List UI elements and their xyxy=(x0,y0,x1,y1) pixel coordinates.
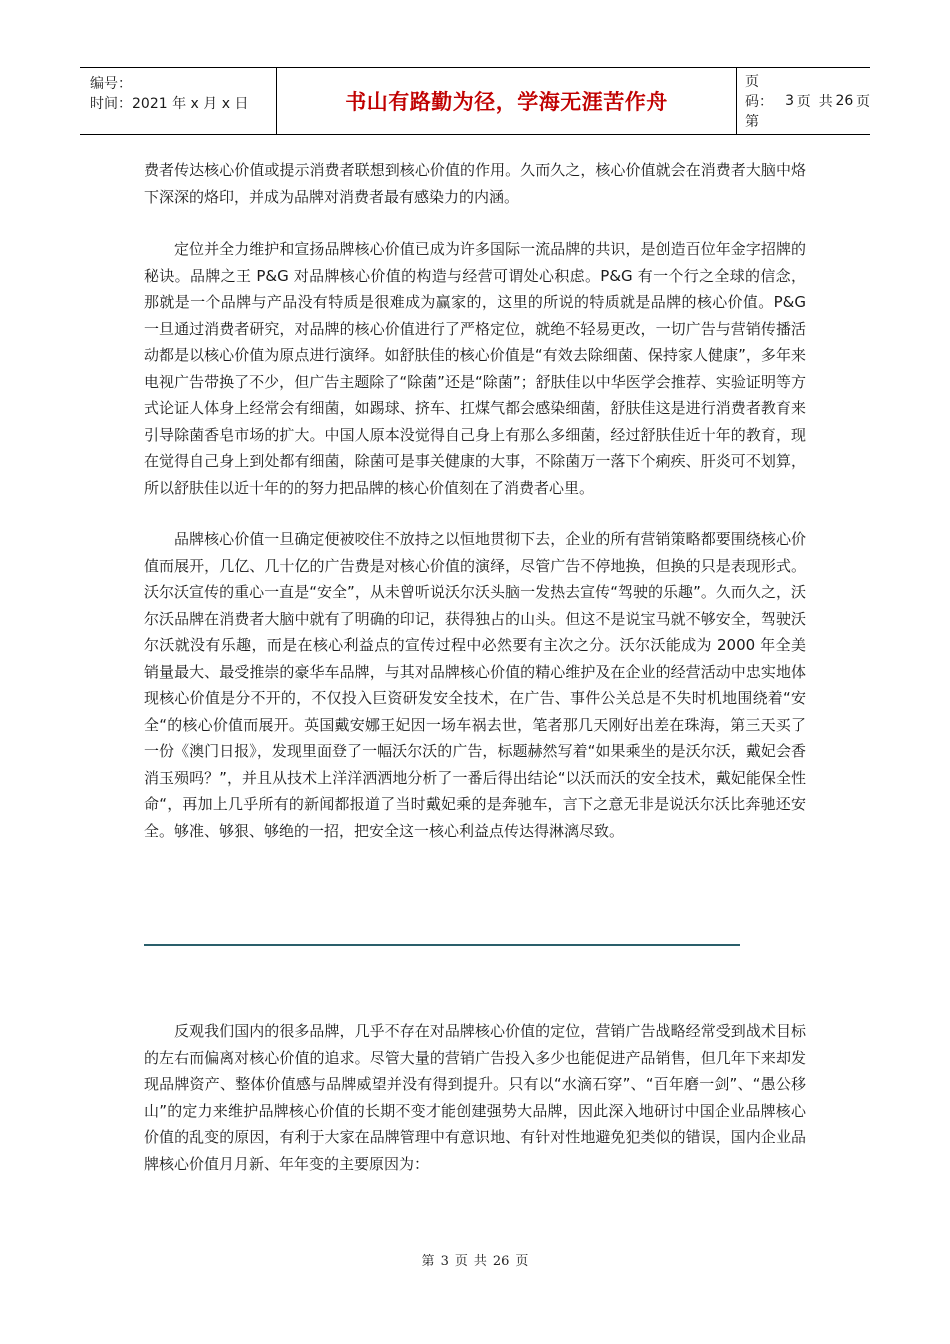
page-header xyxy=(80,67,870,135)
page-total: 26 xyxy=(835,93,854,109)
page-footer xyxy=(0,1250,950,1269)
paragraph-1: 费者传达核心价值或提示消费者联想到核心价值的作用。久而久之，核心价值就会在消费者大脑中烙下深深的烙印，并成为品牌对消费者最有感染力的内涵。 xyxy=(144,161,806,206)
paragraph-3: 品牌核心价值一旦确定便被咬住不放持之以恒地贯彻下去，企业的所有营销策略都要围绕核心价值而展开，几亿、几十亿的广告费是对核心价值的演绎，尽管广告不停地换，但换的只是表现形式。沃尔沃宣传的重心一直是“安全”，从未曾听说沃尔沃头脑一发热去宣传“驾驶的乐趣”。久而久之，沃尔沃品牌在消费者大脑中就有了明确的印记，获得独占的山头。但这不是说宝马就不够安全，驾驶沃尔沃就没有乐趣，而是在核心利益点的宣传过程中必然要有主次之分。沃尔沃能成为 2000 年全美销量最大、最受推崇的豪华车品牌，与其对品牌核心价值的精心维护及在企业的经营活动中忠实地体现核心价值是分不开的，不仅投入巨资研发安全技术，在广告、事件公关总是不失时机地围绕着“安全“的核心价值而展开。英国戴安娜王妃因一场车祸去世，笔者那几天刚好出差在珠海，第三天买了一份《澳门日报》，发现里面登了一幅沃尔沃的广告，标题赫然写着“如果乘坐的是沃尔沃，戴妃会香消玉殒吗？”，并且从技术上洋洋洒洒地分析了一番后得出结论“以沃而沃的安全技术，戴妃能保全性命“，再加上几乎所有的新闻都报道了当时戴妃乘的是奔驰车，言下之意无非是说沃尔沃比奔驰还安全。够准、够狠、够绝的一招，把安全这一核心利益点传达得淋漓尽致。 xyxy=(144,530,806,840)
header-motto-cell xyxy=(276,68,737,134)
footer-page: 3 xyxy=(440,1254,449,1269)
section-divider xyxy=(144,944,740,946)
paragraph-4: 反观我们国内的很多品牌，几乎不存在对品牌核心价值的定位，营销广告战略经常受到战术目标的左右而偏离对核心价值的追求。尽管大量的营销广告投入多少也能促进产品销售，但几年下来却发现品牌资产、整体价值感与品牌威望并没有得到提升。只有以“水滴石穿”、“百年磨一剑”、“愚公移山”的定力来维护品牌核心价值的长期不变才能创建强势大品牌，因此深入地研讨中国企业品牌核心价值的乱变的原因，有利于大家在品牌管理中有意识地、有针对性地避免犯类似的错误，国内企业品牌核心价值月月新、年年变的主要原因为： xyxy=(144,1022,806,1173)
footer-ye: 页 xyxy=(454,1254,468,1269)
footer-ye2: 页 xyxy=(515,1254,529,1269)
header-meta xyxy=(80,68,276,134)
header-motto: 书山有路勤为径，学海无涯苦作舟 xyxy=(345,90,668,114)
page-total-label: 共 xyxy=(818,94,833,110)
footer-di: 第 xyxy=(421,1254,435,1269)
page-total-unit: 页 xyxy=(855,94,870,110)
paragraph-2: 定位并全力维护和宣扬品牌核心价值已成为许多国际一流品牌的共识，是创造百位年金字招牌的秘诀。品牌之王 P&G 对品牌核心价值的构造与经营可谓处心积虑。P&G 有一个行之全球的信念，那就是一个品牌与产品没有特质是很难成为赢家的，这里的所说的特质就是品牌的核心价值。P&G 一旦通过消费者研究，对品牌的核心价值进行了严格定位，就绝不轻易更改，一切广告与营销传播活动都是以核心价值为原点进行演绎。如舒肤佳的核心价值是“有效去除细菌、保持家人健康”，多年来电视广告带换了不少，但广告主题除了“除菌”还是“除菌”；舒肤佳以中华医学会推荐、实验证明等方式论证人体身上经常会有细菌，如踢球、挤车、扛煤气都会感染细菌，舒肤佳这是进行消费者教育来引导除菌香皂市场的扩大。中国人原本没觉得自己身上有那么多细菌，经过舒肤佳近十年的教育，现在觉得自己身上到处都有细菌，除菌可是事关健康的大事，不除菌万一落下个痢疾、肝炎可不划算，所以舒肤佳以近十年的的努力把品牌的核心价值刻在了消费者心里。 xyxy=(144,240,806,497)
header-page-info xyxy=(737,68,870,134)
page-label: 页码：第 xyxy=(745,74,773,130)
doc-number-label: 编号： xyxy=(90,76,132,92)
footer-total: 26 xyxy=(492,1254,510,1269)
footer-gong: 共 xyxy=(473,1254,487,1269)
page-current: 3 xyxy=(785,93,795,109)
doc-time-label: 时间：2021 年 x 月 x 日 xyxy=(90,96,249,112)
page-unit: 页 xyxy=(796,94,811,110)
